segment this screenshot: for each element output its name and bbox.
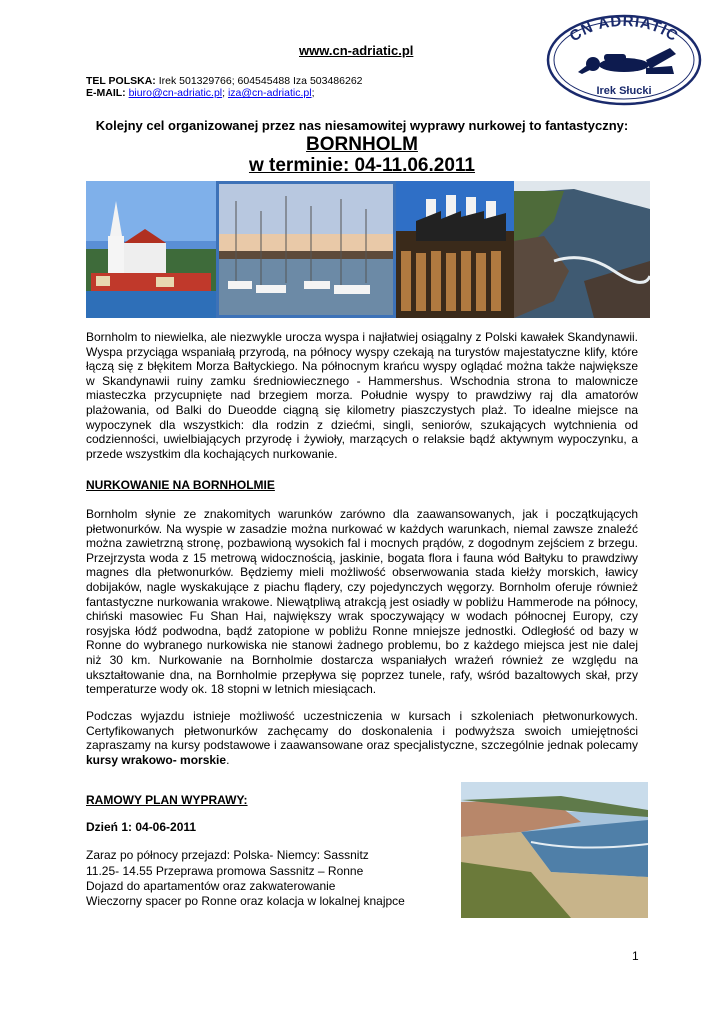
intro-sentence: Kolejny cel organizowanej przez nas niesamowitej wyprawy nurkowej to fantastyczny: <box>95 118 629 133</box>
term-title: w terminie: 04-11.06.2011 <box>248 155 476 176</box>
email-link-biuro[interactable]: biuro@cn-adriatic.pl <box>128 87 223 99</box>
courses-paragraph: Podczas wyjazdu istnieje możliwość uczestniczenia w kursach i szkoleniach płetwonurkowych. Certyfikowanych płetwonurków zachęcamy do doskonalenia i podwyższa swoich umiejętności zapraszamy na kursy podstawowe i zaawansowane oraz specjalistyczne, szczególnie jednak polecamy kursy wrakowo- morskie. <box>86 709 638 767</box>
email-label: E-MAIL: <box>86 87 126 99</box>
cliff-coast-photo <box>514 181 650 318</box>
website-url[interactable]: www.cn-adriatic.pl <box>299 43 414 58</box>
logo-name-text: Irek Słucki <box>596 85 652 97</box>
harbour-photo <box>216 181 396 318</box>
phone-numbers: Irek 501329766; 604545488 Iza 503486262 <box>155 75 363 87</box>
plan-heading: RAMOWY PLAN WYPRAWY: <box>86 793 248 807</box>
phone-line <box>86 75 363 87</box>
beach-cliff-photo <box>461 782 648 918</box>
diving-description: Bornholm słynie ze znakomitych warunków zarówno dla zaawansowanych, jak i początkujących płetwonurków. Na wyspie w zasadzie można nurkować w każdych warunkach, niemal zawsze znaleźć można zawietrzną stronę, pozbawioną wysokich fal i mocnych prądów, z dogodnym zejściem z brzegu. Przejrzysta woda z 15 metrową widocznością, jaskinie, bogata flora i fauna wód Bałtyku to prawdziwy magnes dla płetwonurków. Będziemy mieli możliwość obserwowania stada kiełży morskich, ławicy dobijaków, nagle wyskakujące z piachu flądery, czy pojedynczych węgorzy. Bornholm oferuje również fantastyczne nurkowania wrakowe. Niewątpliwą atrakcją jest osiadły w pobliżu Hammerode na północy, chiński masowiec Fu Shan Hai, największy wrak spoczywający w wodach północnej Europy, czy rosyjska łódź podwodna, bądź zatopione w pobliżu Ronne mniejsze jednostki. Odległość od bazy w Ronne do wybranego nurkowiska nie stanowi żadnego problemu, bo z każdego miejsca jest nie dalej niż 30 km. Nurkowanie na Bornholmie dostarcza wspaniałych wrażeń również ze względu na ukształtowanie dna, na Bornholmie przepływa się poprzez tunele, rafy, wśród bazaltowych skał, przy temperaturze wody ok. 18 stopni w letnich miesiącach. <box>86 507 638 697</box>
plan-line: 11.25- 14.55 Przeprawa promowa Sassnitz – Ronne <box>86 864 364 878</box>
plan-line: Wieczorny spacer po Ronne oraz kolacja w lokalnej knajpce <box>86 894 405 908</box>
page-number: 1 <box>632 949 639 963</box>
destination-title: BORNHOLM <box>306 134 418 155</box>
bornholm-description: Bornholm to niewielka, ale niezwykle urocza wyspa i najłatwiej osiągalny z Polski kawałek Skandynawii. Wyspa przyciąga wspaniałą przyrodą, na północy wyspy czekają na turystów majestatyczne klify, które łączą się z błękitem Morza Bałtyckiego. Na północnym krańcu wyspy oglądać można także największe w Skandynawii ruiny zamku średniowiecznego - Hammershus. Wschodnia strona to malownicze miasteczka przycupnięte nad brzegiem morza. Południe wyspy to prawdziwy raj dla amatorów plażowania, od Balki do Dueodde ciągną się kilometry piaszczystych plaż. To idealne miejsce na wypoczynek dla wszystkich: dla rodzin z dziećmi, singli, seniorów, szukających wytchnienia od codzienności, uwielbiających przyrodę i żywioły, marzących o relaksie bądź aktywnym wypoczynku, a przede wszystkim dla kochających nurkowanie. <box>86 330 638 461</box>
email-link-iza[interactable]: iza@cn-adriatic.pl <box>227 87 312 99</box>
diving-heading: NURKOWANIE NA BORNHOLMIE <box>86 478 275 492</box>
cn-adriatic-logo <box>546 14 702 106</box>
phone-label: TEL POLSKA: <box>86 75 156 87</box>
email-line: E-MAIL: biuro@cn-adriatic.pl; iza@cn-adriatic.pl; <box>86 87 315 99</box>
day-1-heading: Dzień 1: 04-06-2011 <box>86 820 197 834</box>
logo-brand-text: CN ADRIATIC <box>566 14 682 46</box>
plan-line: Dojazd do apartamentów oraz zakwaterowanie <box>86 879 336 893</box>
town-church-photo <box>86 181 216 318</box>
smokehouse-fish-photo <box>396 181 514 318</box>
wreck-course-highlight: kursy wrakowo- morskie <box>86 752 227 767</box>
plan-line: Zaraz po północy przejazd: Polska- Niemcy: Sassnitz <box>86 848 369 862</box>
